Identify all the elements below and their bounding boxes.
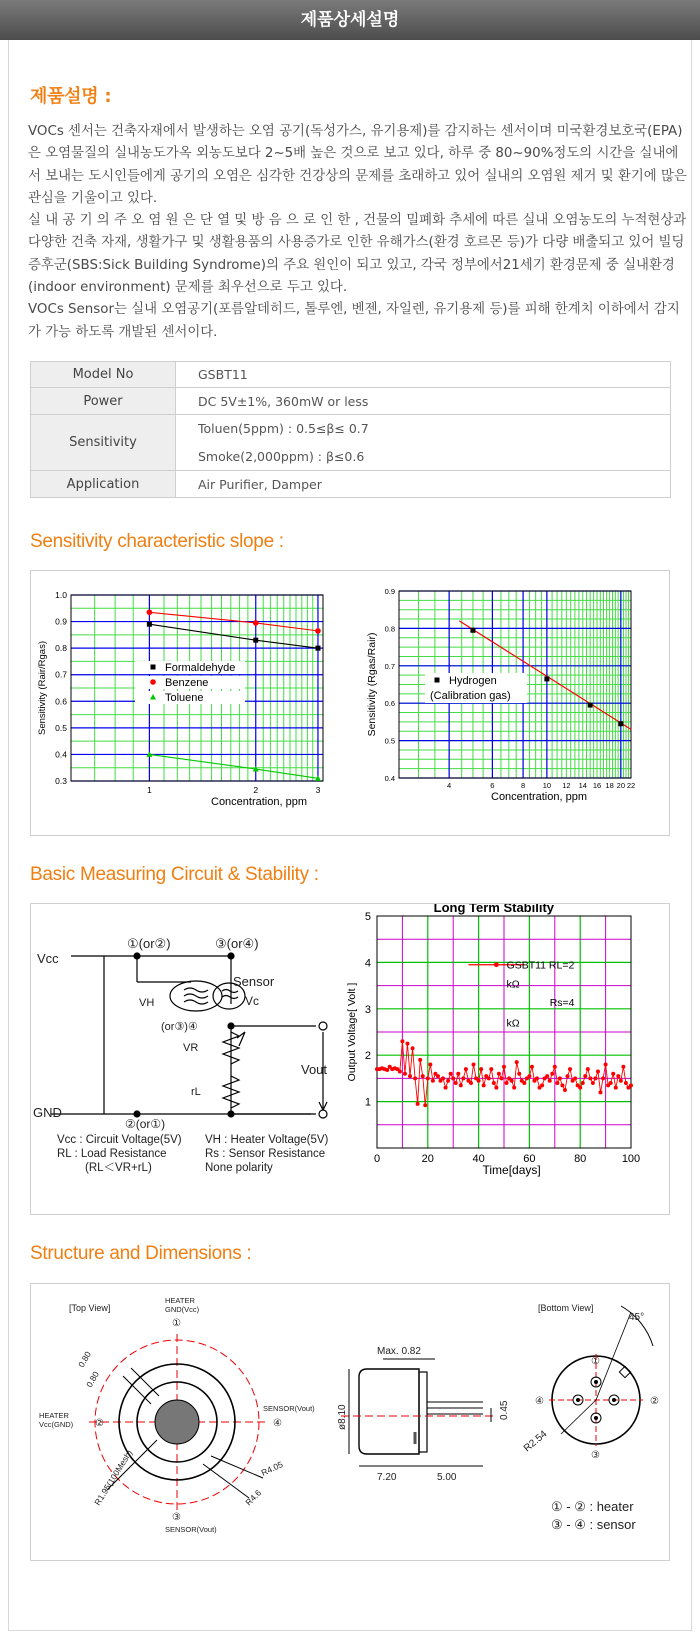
spec-application-value: Air Purifier, Damper [176,471,671,498]
data-point-gsbt11 [517,1072,521,1076]
sensitivity-chart-box [30,570,670,836]
circuit-sensor-label: Sensor [233,974,275,989]
data-point-gsbt11 [487,1076,491,1080]
page-header-bar [0,0,700,40]
data-point-gsbt11 [624,1081,628,1085]
data-point-gsbt11 [548,1079,552,1083]
bottom-r-label: R2.54 [521,1428,550,1455]
data-point-gsbt11 [558,1076,562,1080]
data-point-gsbt11 [530,1065,534,1069]
data-point-gsbt11 [482,1083,486,1087]
sensitivity-chart-left [37,590,323,808]
circuit-pin3-label: ③(or④) [215,936,259,951]
legend-marker-hydrogen [435,678,440,683]
stability-title: Long Term Stability [433,904,555,915]
data-point-gsbt11 [629,1083,633,1087]
description-paragraph-3: VOCs Sensor는 실내 오염공기(포름알데히드, 톨루엔, 벤젠, 자일렌, 유기용제 등)를 피해 한계치 이하에서 감지가 가능 하도록 개발된 센서이다. [28,302,680,340]
data-point-gsbt11 [505,1081,509,1085]
data-point-gsbt11 [428,1062,432,1066]
circuit-vh-label: VH [139,997,155,1009]
y-tick-label: 1.0 [55,590,67,600]
data-point-gsbt11 [591,1081,595,1085]
top-pin3: ③ [172,1512,181,1523]
data-point-gsbt11 [560,1083,564,1087]
data-point-gsbt11 [413,1076,417,1080]
bottom-view-title: [Bottom View] [538,1303,594,1313]
description-text [28,121,688,344]
data-point-gsbt11 [421,1074,425,1078]
spec-table [30,361,671,498]
data-point-gsbt11 [416,1102,420,1106]
y-tick-label: 5 [364,911,371,923]
data-point-gsbt11 [563,1088,567,1092]
structure-drawings [31,1284,669,1560]
data-point-gsbt11 [398,1069,402,1073]
description-heading: 제품설명 : [30,86,112,107]
data-point-gsbt11 [502,1065,506,1069]
mesh-circle [155,1400,199,1444]
spec-application-label: Application [31,471,176,498]
circuit-heading: Basic Measuring Circuit & Stability : [30,864,319,885]
legend-label-4: kΩ [506,1017,520,1030]
data-point-gsbt11 [446,1079,450,1083]
data-point-gsbt11 [583,1074,587,1078]
y-tick-label: 0.5 [384,736,395,746]
data-point-gsbt11 [431,1079,435,1083]
side-500-label: 5.00 [437,1472,457,1483]
legend-label-3: Rs=4 [549,996,575,1009]
data-point-gsbt11 [472,1062,476,1066]
side-max-label: Max. 0.82 [377,1346,421,1357]
sensitivity-charts [31,571,669,835]
y-tick-label: 0.6 [384,699,395,709]
x-tick-label: 1 [147,785,152,795]
data-point-benzene [147,609,153,615]
data-point-gsbt11 [444,1086,448,1090]
bottom-angle-label: 45° [629,1312,645,1323]
y-tick-label: 3 [364,1003,371,1016]
legend-label-toluene: Toluene [165,692,204,704]
x-tick-label: 8 [520,781,526,790]
data-point-gsbt11 [411,1046,415,1050]
x-tick-label: 4 [447,781,452,790]
data-point-gsbt11 [601,1076,605,1080]
y-tick-label: 0.7 [384,661,395,671]
data-point-gsbt11 [609,1081,613,1085]
data-point-gsbt11 [522,1081,526,1085]
data-point-gsbt11 [515,1060,519,1064]
node-gnd [228,1111,234,1117]
top-pin1: ① [172,1318,181,1329]
spec-sensitivity-label: Sensitivity [31,415,176,471]
data-point-gsbt11 [550,1072,554,1076]
data-point-gsbt11 [489,1067,493,1071]
data-point-gsbt11 [604,1062,608,1066]
data-point-gsbt11 [400,1039,404,1043]
vout-terminal-bottom [319,1110,327,1118]
x-tick-label: 22 [626,781,636,790]
data-point-gsbt11 [599,1090,603,1094]
data-point-gsbt11 [494,1086,498,1090]
y-tick-label: 0.3 [55,776,67,786]
description-paragraph-2: 실 내 공 기 의 주 오 염 원 은 단 열 및 방 음 으 로 인 한 , 건물의 밀폐화 추세에 따른 실내 오염농도의 누적현상과 다양한 건축 자재, 생활가구 및 생활용품의 사용증가로 인한 유해가스(환경 호르몬 등)가 다량 배출되고 있어 빌딩 증후군(SBS:Sick Building Syndrome)의 주요 원인이 되고 있고, 각국 정부에서21세기 환경문제 중 실내환경(indoor environment) 문제를 최우선으로 두고 있다. [28,213,687,296]
pin-desc-2: ③ - ④ : sensor [551,1517,636,1532]
x-tick-label: 6 [490,781,495,790]
x-tick-label: 12 [562,781,571,790]
bottom-view-drawing [549,1306,653,1446]
y-tick-label: 0.7 [55,669,67,680]
data-point-hydrogen [588,703,593,708]
y-tick-label: 0.6 [55,696,67,707]
data-point-gsbt11 [535,1076,539,1080]
circuit-vr-label: VR [183,1042,199,1054]
data-point-gsbt11 [611,1072,615,1076]
data-point-gsbt11 [469,1081,473,1085]
data-point-gsbt11 [426,1076,430,1080]
series-line-toluene [149,754,318,778]
data-point-gsbt11 [616,1074,620,1078]
data-point-gsbt11 [593,1076,597,1080]
data-point-gsbt11 [499,1076,503,1080]
top-pin4: ④ [273,1418,282,1429]
heater-left-label-2: Vcc(GND) [39,1420,74,1429]
data-point-gsbt11 [436,1074,440,1078]
data-point-gsbt11 [553,1065,557,1069]
legend-label-hydrogen: Hydrogen [449,675,497,687]
y-tick-label: 0.8 [384,624,395,634]
spec-row-application [31,471,671,498]
data-point-gsbt11 [423,1103,427,1107]
data-point-gsbt11 [451,1076,455,1080]
x-axis-label: Time[days] [482,1163,541,1177]
spec-row-model [31,362,671,388]
data-point-formaldehyde [253,638,258,643]
y-tick-label: 0.9 [384,587,395,596]
y-axis-label: Sensitivity (Rair/Rgas) [37,641,48,735]
y-tick-label: 1 [364,1096,371,1109]
x-tick-label: 16 [592,781,602,790]
data-point-gsbt11 [568,1067,572,1071]
legend-label-calibration: (Calibration gas) [430,690,511,702]
bottom-pin3: ③ [591,1450,600,1461]
x-axis-label: Concentration, ppm [211,796,307,808]
data-point-gsbt11 [385,1068,389,1072]
data-point-gsbt11 [540,1083,544,1087]
spec-model-label: Model No [31,362,176,388]
y-tick-label: 4 [364,957,371,970]
spec-power-label: Power [31,388,176,415]
y-tick-label: 0.5 [55,722,67,733]
sensitivity-chart-right [366,587,635,803]
data-point-gsbt11 [403,1072,407,1076]
spec-sensitivity-value-2: Smoke(2,000ppm) : β≤0.6 [176,443,671,471]
legend-label-formaldehyde: Formaldehyde [165,662,236,674]
dim-r405: R4.05 [259,1459,285,1478]
legend-marker-benzene [150,679,156,685]
data-point-gsbt11 [545,1074,549,1078]
node-1 [134,953,140,959]
x-tick-label: 20 [421,1153,434,1165]
sensitivity-heading: Sensitivity characteristic slope : [30,531,284,552]
dim-mesh: R1.95(100Mesh) [92,1448,135,1508]
data-point-gsbt11 [619,1079,623,1083]
data-point-gsbt11 [578,1086,582,1090]
x-tick-label: 0 [373,1153,381,1165]
y-tick-label: 2 [364,1050,371,1063]
data-point-gsbt11 [621,1065,625,1069]
data-point-gsbt11 [479,1067,483,1071]
y-tick-label: 0.4 [55,749,67,760]
circuit-labels [33,936,329,1174]
top-view-drawing [89,1334,265,1510]
circuit-vc-label: Vc [245,994,260,1008]
y-tick-label: 0.8 [55,643,67,654]
sensor-bottom-label: SENSOR(Vout) [165,1525,217,1534]
data-point-gsbt11 [492,1081,496,1085]
description-paragraph-1: VOCs 센서는 건축자재에서 발생하는 오염 공기(독성가스, 유기용제)를 감지하는 센서이며 미국환경보호국(EPA)은 오염물질의 실내농도가옥 외농도보다 2~5배 높은 것으로 보고 있다, 하루 중 80~90%정도의 시간을 실내에서 보내는 도시인들에게 공기의 오염은 심각한 건강상의 문제를 초래하고 있어 실내의 오염원 제거 및 환기에 많은 관심을 기울이고 있다. [28,124,687,206]
y-axis-label: Sensitivity (Rgas/Rair) [366,632,378,737]
heater-top-label-1: HEATER [165,1296,195,1305]
node-4 [228,1023,234,1029]
data-point-gsbt11 [510,1079,514,1083]
x-tick-label: 40 [472,1153,485,1165]
legend-label-1: GSBT11 RL=2 [506,959,575,972]
side-dia-label: ø8.10 [337,1404,348,1430]
data-point-gsbt11 [596,1069,600,1073]
spec-model-value: GSBT11 [176,362,671,388]
x-tick-label: 14 [578,781,587,790]
spec-power-value: DC 5V±1%, 360mW or less [176,388,671,415]
x-axis-label: Concentration, ppm [491,791,587,803]
data-point-gsbt11 [454,1081,458,1085]
pin-desc-1: ① - ② : heater [551,1499,634,1514]
page-header-title: 제품상세설명 [300,10,400,30]
data-point-gsbt11 [497,1072,501,1076]
heater-coil [184,988,208,1004]
legend-label-2: kΩ [506,978,520,991]
y-tick-label: 0.4 [384,774,395,783]
circuit-vout-label: Vout [301,1062,328,1077]
data-point-gsbt11 [441,1076,445,1080]
dim-080-b: 0.80 [84,1369,102,1389]
data-point-gsbt11 [449,1072,453,1076]
circuit-legend-5: Rs : Sensor Resistance [205,1148,326,1160]
circuit-legend-6: None polarity [205,1162,273,1174]
data-point-gsbt11 [566,1074,570,1078]
data-point-benzene [315,628,321,634]
dim-080-a: 0.80 [76,1349,94,1369]
stability-chart [346,904,640,1177]
circuit-pin1-label: ①(or②) [127,936,171,951]
data-point-gsbt11 [405,1042,409,1046]
heater-left-label-1: HEATER [39,1411,69,1420]
spec-row-sensitivity-1 [31,415,671,443]
x-tick-label: 2 [253,785,259,795]
circuit-pin34-label: (or③)④ [161,1021,198,1033]
dim-r46: R4.6 [243,1487,264,1508]
circuit-vcc-label: Vcc [37,951,59,966]
side-045-label: 0.45 [499,1400,510,1420]
x-tick-label: 3 [315,785,321,795]
data-point-formaldehyde [315,646,320,651]
structure-box [30,1283,670,1561]
x-tick-label: 10 [542,781,552,790]
bottom-view-labels [522,1303,659,1532]
sensor-coil [222,990,238,999]
y-tick-label: 0.9 [55,616,67,627]
y-axis-label: Output Voltage[ Volt ] [346,982,358,1082]
legend-label-benzene: Benzene [165,677,209,689]
spec-row-power [31,388,671,415]
circuit-pin2-label: ②(or①) [125,1117,166,1131]
circuit-legend-4: VH : Heater Voltage(5V) [205,1134,329,1146]
circuit-legend-1: Vcc : Circuit Voltage(5V) [57,1134,182,1146]
circuit-and-stability [31,904,669,1214]
x-tick-label: 20 [616,781,626,790]
circuit-gnd-label: GND [33,1105,62,1120]
legend-marker-formaldehyde [151,665,156,670]
data-point-gsbt11 [527,1074,531,1078]
data-point-benzene [253,620,259,626]
x-tick-label: 60 [523,1153,536,1165]
circuit-diagram [51,953,327,1118]
x-tick-label: 18 [605,781,614,790]
data-point-gsbt11 [418,1058,422,1062]
data-point-hydrogen [544,676,549,681]
side-view-drawing [341,1359,497,1466]
circuit-box [30,903,670,1215]
data-point-hydrogen [470,628,475,633]
data-point-gsbt11 [512,1086,516,1090]
legend-marker [494,962,499,967]
x-tick-label: 80 [574,1153,587,1165]
side-view-labels [337,1346,510,1483]
data-point-gsbt11 [459,1083,463,1087]
data-point-gsbt11 [408,1074,412,1078]
heater-top-label-2: GND(Vcc) [165,1305,200,1314]
top-pin2: ② [95,1418,104,1429]
spec-sensitivity-value-1: Toluen(5ppm) : 0.5≤β≤ 0.7 [176,415,671,443]
data-point-gsbt11 [588,1076,592,1080]
data-point-gsbt11 [461,1076,465,1080]
data-point-hydrogen [618,721,623,726]
variable-arrow [237,1032,245,1046]
data-point-gsbt11 [555,1081,559,1085]
sensor-right-label: SENSOR(Vout) [263,1404,315,1413]
side-720-label: 7.20 [377,1472,397,1483]
data-point-gsbt11 [456,1072,460,1076]
data-point-formaldehyde [147,622,152,627]
vout-terminal-top [319,1022,327,1030]
data-point-gsbt11 [586,1067,590,1071]
structure-heading: Structure and Dimensions : [30,1243,252,1264]
x-tick-label: 100 [621,1153,641,1165]
circuit-legend-3: (RL＜VR+rL) [85,1162,152,1174]
data-point-gsbt11 [464,1067,468,1071]
node-3 [228,953,234,959]
bottom-pin1: ① [591,1356,600,1367]
bottom-pin2: ② [650,1396,659,1407]
top-view-title: [Top View] [69,1303,111,1313]
data-point-gsbt11 [573,1076,577,1080]
data-point-gsbt11 [477,1079,481,1083]
data-point-gsbt11 [614,1086,618,1090]
circuit-rl-label: rL [191,1086,201,1098]
bottom-pin4: ④ [535,1396,544,1407]
data-point-gsbt11 [581,1081,585,1085]
circuit-legend-2: RL : Load Resistance [57,1148,167,1160]
